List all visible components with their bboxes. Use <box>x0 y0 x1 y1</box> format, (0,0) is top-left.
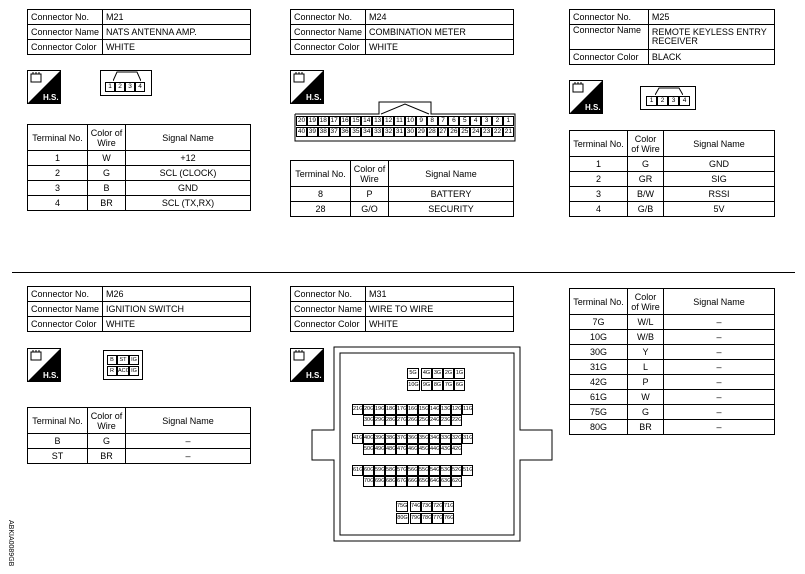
m31-connector-name: WIRE TO WIRE <box>366 302 514 317</box>
pin: 33 <box>374 128 382 135</box>
pin: 36 <box>341 128 349 135</box>
pin: 14G <box>429 404 440 415</box>
pin: 19G <box>374 404 385 415</box>
label-connector-no: Connector No. <box>28 10 103 25</box>
pin: 12G <box>451 404 462 415</box>
header-color-of-wire: Color of Wire <box>351 161 389 187</box>
pin: 24 <box>472 128 480 135</box>
pin: 13 <box>374 117 382 124</box>
m26-pin-row-bottom <box>107 366 139 376</box>
pin: 53G <box>440 465 451 476</box>
m24-connector-name: COMBINATION METER <box>366 25 514 40</box>
pin: 3 <box>481 116 492 126</box>
harness-side-icon <box>290 70 324 104</box>
m31-signal-table <box>569 288 775 435</box>
pin: 56G <box>407 465 418 476</box>
pin: 46G <box>407 444 418 455</box>
header-signal-name: Signal Name <box>664 289 775 315</box>
connector-key <box>655 87 683 95</box>
pin: 10 <box>406 117 414 124</box>
pin: 4G <box>421 368 432 379</box>
pin: 47G <box>396 444 407 455</box>
pin: 28 <box>428 128 436 135</box>
m21-connector-no: M21 <box>103 10 251 25</box>
pin: 34 <box>363 128 371 135</box>
pin: 17 <box>330 117 338 124</box>
pin: 48G <box>385 444 396 455</box>
pin: 3 <box>668 96 679 106</box>
header-color-of-wire: Color of Wire <box>88 408 126 434</box>
pin: 39 <box>308 128 316 135</box>
pin: 35G <box>418 433 429 444</box>
pin: 77G <box>432 513 443 524</box>
table-row: 31G L – <box>570 360 775 375</box>
m26-connector-face <box>103 350 143 380</box>
m24-connector-face <box>293 100 517 142</box>
pin: 9 <box>416 116 427 126</box>
pin: 49G <box>374 444 385 455</box>
m21-connector-face <box>100 70 152 96</box>
pin: ACC <box>118 368 130 374</box>
pin: 27G <box>396 415 407 426</box>
label-connector-no: Connector No. <box>570 10 649 25</box>
m26-connector-no: M26 <box>103 287 251 302</box>
header-color-of-wire: Color of Wire <box>628 131 664 157</box>
pin: 31G <box>462 433 473 444</box>
pin: 30G <box>363 415 374 426</box>
m25-connector-no: M25 <box>648 10 774 25</box>
pin: 5G <box>407 368 419 379</box>
pin: 27 <box>439 128 447 135</box>
table-row: 30G Y – <box>570 345 775 360</box>
hs-label: H.S. <box>306 371 322 380</box>
label-connector-name: Connector Name <box>28 25 103 40</box>
table-row: 3 B GND <box>28 181 251 196</box>
pin: 22G <box>451 415 462 426</box>
m24-pin-row-top <box>296 116 514 126</box>
m24-pin-row-bottom <box>296 127 514 137</box>
pin: 13G <box>440 404 451 415</box>
pin: 76G <box>443 513 454 524</box>
pin: 73G <box>421 501 432 512</box>
pin: 7 <box>438 116 449 126</box>
pin: 1 <box>503 116 514 126</box>
header-terminal-no: Terminal No. <box>28 125 88 151</box>
pin: 16 <box>341 117 349 124</box>
harness-side-icon <box>27 70 61 104</box>
table-row: 10G W/B – <box>570 330 775 345</box>
pin: 64G <box>429 476 440 487</box>
pin: 26G <box>407 415 418 426</box>
pin: 17G <box>396 404 407 415</box>
label-connector-color: Connector Color <box>28 317 103 332</box>
pin: 58G <box>385 465 396 476</box>
pin: 26 <box>450 128 458 135</box>
pin: 50G <box>363 444 374 455</box>
m21-connector-color: WHITE <box>103 40 251 55</box>
pin: 11 <box>394 116 405 126</box>
pin: 29G <box>374 415 385 426</box>
table-row: 1 G GND <box>570 157 775 172</box>
header-terminal-no: Terminal No. <box>570 289 628 315</box>
table-row: 42G P – <box>570 375 775 390</box>
pin: 20G <box>363 404 374 415</box>
pin: 35 <box>352 128 360 135</box>
pin: 8G <box>432 380 443 391</box>
pin: 18 <box>319 117 327 124</box>
label-connector-no: Connector No. <box>291 287 366 302</box>
pin: 29 <box>417 128 425 135</box>
pin: 70G <box>363 476 374 487</box>
pin: 39G <box>374 433 385 444</box>
pin: 72G <box>432 501 443 512</box>
table-row: ST BR – <box>28 449 251 464</box>
pin: 2G <box>443 368 454 379</box>
m25-connector-info <box>569 9 775 65</box>
header-color-of-wire: Color of Wire <box>628 289 664 315</box>
m24-connector-info <box>290 9 514 55</box>
pin: 55G <box>418 465 429 476</box>
header-terminal-no: Terminal No. <box>28 408 88 434</box>
m21-connector-name: NATS ANTENNA AMP. <box>103 25 251 40</box>
pin: 74G <box>410 501 421 512</box>
pin: ST <box>117 355 129 365</box>
table-row: 61G W – <box>570 390 775 405</box>
m26-connector-name: IGNITION SWITCH <box>103 302 251 317</box>
section-divider <box>12 272 795 273</box>
m25-connector-name: REMOTE KEYLESS ENTRY RECEIVER <box>648 25 774 50</box>
pin: 80G <box>396 513 409 524</box>
pin: 44G <box>429 444 440 455</box>
pin: 4 <box>470 116 481 126</box>
pin: 71G <box>443 501 454 512</box>
pin: 21 <box>504 128 512 135</box>
pin: 14 <box>363 117 371 124</box>
figure-id: ABKIA0089GB <box>7 520 14 567</box>
pin: 62G <box>451 476 462 487</box>
pin: 18G <box>385 404 396 415</box>
m25-signal-table <box>569 130 775 217</box>
label-connector-color: Connector Color <box>291 40 366 55</box>
pin: 30 <box>406 128 414 135</box>
pin: 23G <box>440 415 451 426</box>
label-connector-color: Connector Color <box>291 317 366 332</box>
pin: 61G <box>352 465 363 476</box>
pin: 69G <box>374 476 385 487</box>
header-terminal-no: Terminal No. <box>570 131 628 157</box>
m24-signal-table <box>290 160 514 217</box>
pin: 24G <box>429 415 440 426</box>
pin: 9G <box>421 380 432 391</box>
pin: 31 <box>395 128 404 135</box>
pin: 25G <box>418 415 429 426</box>
pin: 1 <box>105 82 115 92</box>
pin: 32 <box>384 128 393 135</box>
table-row: 1 W +12 <box>28 151 251 166</box>
table-row: 4 BR SCL (TX,RX) <box>28 196 251 211</box>
pin: 4 <box>679 96 690 106</box>
pin: 3 <box>125 82 135 92</box>
pin: 1 <box>646 96 657 106</box>
table-row: 8 P BATTERY <box>291 187 514 202</box>
m25-pin-row <box>646 96 690 106</box>
pin: 16G <box>407 404 418 415</box>
table-row: 2 G SCL (CLOCK) <box>28 166 251 181</box>
m26-signal-table <box>27 407 251 464</box>
pin: 38 <box>319 128 327 135</box>
pin: 5 <box>459 116 470 126</box>
table-row: 3 B/W RSSI <box>570 187 775 202</box>
m25-connector-face <box>640 86 696 110</box>
pin: 12 <box>384 117 393 124</box>
connector-key <box>113 71 141 81</box>
table-row: 75G G – <box>570 405 775 420</box>
hs-label: H.S. <box>43 371 59 380</box>
header-color-of-wire: Color of Wire <box>88 125 126 151</box>
m21-pin-row <box>105 82 145 92</box>
pin: 32G <box>451 433 462 444</box>
pin: B <box>107 355 117 365</box>
pin: 2 <box>115 82 125 92</box>
pin: 1G <box>454 368 465 379</box>
pin: 68G <box>385 476 396 487</box>
label-connector-no: Connector No. <box>291 10 366 25</box>
pin: 37G <box>396 433 407 444</box>
pin: 4 <box>135 82 145 92</box>
m31-connector-face <box>310 345 554 543</box>
pin: 65G <box>418 476 429 487</box>
pin: 2 <box>657 96 668 106</box>
pin: 40G <box>363 433 374 444</box>
pin: 66G <box>407 476 418 487</box>
pin: 38G <box>385 433 396 444</box>
pin: 42G <box>451 444 462 455</box>
pin: 22 <box>493 128 502 135</box>
m31-connector-color: WHITE <box>366 317 514 332</box>
pin: 21G <box>352 404 363 415</box>
header-terminal-no: Terminal No. <box>291 161 351 187</box>
m31-connector-no: M31 <box>366 287 514 302</box>
m24-connector-no: M24 <box>366 10 514 25</box>
table-row: 28 G/O SECURITY <box>291 202 514 217</box>
table-row: 2 GR SIG <box>570 172 775 187</box>
pin: 75G <box>396 501 408 512</box>
header-signal-name: Signal Name <box>126 408 251 434</box>
pin: 59G <box>374 465 385 476</box>
pin: 37 <box>330 128 338 135</box>
label-connector-no: Connector No. <box>28 287 103 302</box>
m26-connector-info <box>27 286 251 332</box>
harness-side-icon <box>27 348 61 382</box>
header-signal-name: Signal Name <box>126 125 251 151</box>
table-row: B G – <box>28 434 251 449</box>
pin: 3G <box>432 368 443 379</box>
pin: 33G <box>440 433 451 444</box>
pin: 36G <box>407 433 418 444</box>
pin: 8 <box>427 116 438 126</box>
pin: 15G <box>418 404 429 415</box>
pin: 41G <box>352 433 363 444</box>
pin: IG <box>129 366 139 376</box>
pin: 54G <box>429 465 440 476</box>
pin: 51G <box>462 465 473 476</box>
pin: 79G <box>410 513 421 524</box>
m26-pin-row-top <box>107 355 139 365</box>
table-row: 7G W/L – <box>570 315 775 330</box>
pin: 6G <box>454 380 465 391</box>
table-row: 4 G/B 5V <box>570 202 775 217</box>
pin: 52G <box>451 465 462 476</box>
m26-connector-color: WHITE <box>103 317 251 332</box>
pin: 28G <box>385 415 396 426</box>
pin: 15 <box>352 117 360 124</box>
pin: IG <box>129 355 139 365</box>
pin: 6 <box>448 116 459 126</box>
pin: 7G <box>443 380 454 391</box>
header-signal-name: Signal Name <box>664 131 775 157</box>
pin: 25 <box>461 128 469 135</box>
pin: 11G <box>462 404 473 415</box>
pin: 43G <box>440 444 451 455</box>
pin: 10G <box>407 380 420 391</box>
pin: 34G <box>429 433 440 444</box>
hs-label: H.S. <box>43 93 59 102</box>
pin: 78G <box>421 513 432 524</box>
pin: 57G <box>396 465 407 476</box>
pin: 67G <box>396 476 407 487</box>
m31-pin-grid <box>310 345 554 543</box>
label-connector-name: Connector Name <box>291 302 366 317</box>
pin: 2 <box>492 116 503 126</box>
hs-label: H.S. <box>585 103 601 112</box>
label-connector-name: Connector Name <box>28 302 103 317</box>
table-row: 80G BR – <box>570 420 775 435</box>
label-connector-color: Connector Color <box>28 40 103 55</box>
m21-signal-table <box>27 124 251 211</box>
pin: 60G <box>363 465 374 476</box>
hs-label: H.S. <box>306 93 322 102</box>
m25-connector-color: BLACK <box>648 50 774 65</box>
pin: 20 <box>297 117 306 124</box>
m31-connector-info <box>290 286 514 332</box>
pin: 23 <box>482 128 491 135</box>
pin: 45G <box>418 444 429 455</box>
m24-connector-color: WHITE <box>366 40 514 55</box>
label-connector-name: Connector Name <box>570 25 649 50</box>
pin: 19 <box>308 117 316 124</box>
pin: 40 <box>297 128 306 135</box>
label-connector-color: Connector Color <box>570 50 649 65</box>
label-connector-name: Connector Name <box>291 25 366 40</box>
header-signal-name: Signal Name <box>389 161 514 187</box>
harness-side-icon <box>569 80 603 114</box>
pin: R <box>107 366 117 376</box>
pin: 63G <box>440 476 451 487</box>
m21-connector-info <box>27 9 251 55</box>
